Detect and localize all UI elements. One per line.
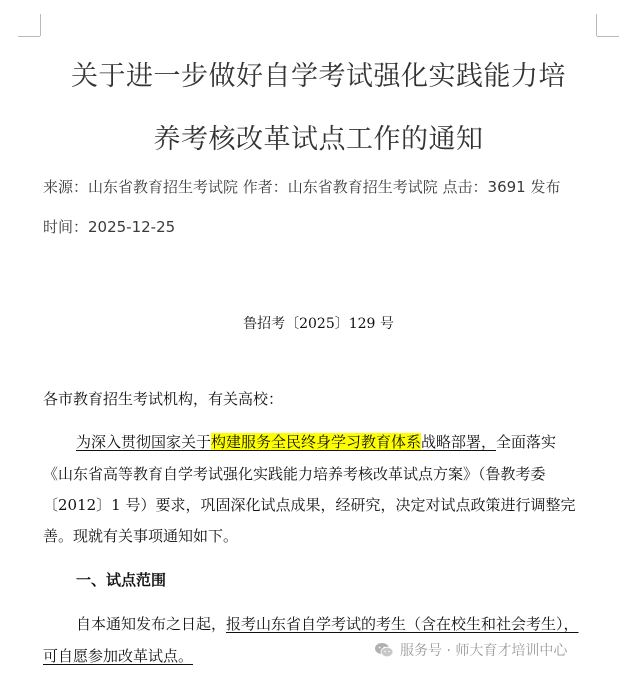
paragraph-1-line-2: 《山东省高等教育自学考试强化实践能力培养考核改革试点方案》（鲁教考委 bbox=[43, 465, 546, 483]
source-meta-line-1: 来源：山东省教育招生考试院 作者：山东省教育招生考试院 点击：3691 发布 bbox=[43, 178, 561, 196]
paragraph-2-line-1: 自本通知发布之日起，报考山东省自学考试的考生（含在校生和社会考生）， bbox=[76, 615, 579, 633]
underlined-text: 可自愿参加改革试点。 bbox=[43, 647, 194, 665]
paragraph-2-line-2 bbox=[43, 645, 193, 666]
document-title-line-2: 养考核改革试点工作的通知 bbox=[153, 124, 484, 155]
wechat-icon bbox=[374, 642, 394, 658]
document-number: 鲁招考〔2025〕129 号 bbox=[243, 316, 394, 332]
paragraph-1-line-4: 善。现就有关事项通知如下。 bbox=[43, 527, 239, 545]
crop-mark-top-right bbox=[597, 36, 619, 37]
watermark-text: 服务号 · 师大育才培训中心 bbox=[400, 643, 568, 659]
highlighted-text: 构建服务全民终身学习教育体系 bbox=[211, 433, 422, 451]
crop-mark-top-right bbox=[596, 14, 597, 36]
salutation: 各市教育招生考试机构，有关高校： bbox=[43, 390, 284, 408]
watermark bbox=[374, 640, 567, 660]
crop-mark-top-left bbox=[18, 36, 40, 37]
underlined-text: 为深入贯彻国家关于构建服务全民终身学习教育体系战略部署， bbox=[76, 433, 497, 451]
underlined-text: 报考山东省自学考试的考生（含在校生和社会考生）， bbox=[226, 615, 579, 633]
paragraph-1-line-3: 〔2012〕1 号）要求，巩固深化试点成果，经研究，决定对试点政策进行调整完 bbox=[43, 496, 576, 514]
document-title-line-1: 关于进一步做好自学考试强化实践能力培 bbox=[71, 61, 566, 92]
paragraph-1-line-1: 为深入贯彻国家关于构建服务全民终身学习教育体系战略部署，全面落实 bbox=[76, 433, 557, 451]
source-meta-line-2: 时间：2025-12-25 bbox=[43, 218, 176, 236]
crop-mark-top-left bbox=[40, 14, 41, 36]
section-heading-1: 一、试点范围 bbox=[76, 571, 167, 589]
